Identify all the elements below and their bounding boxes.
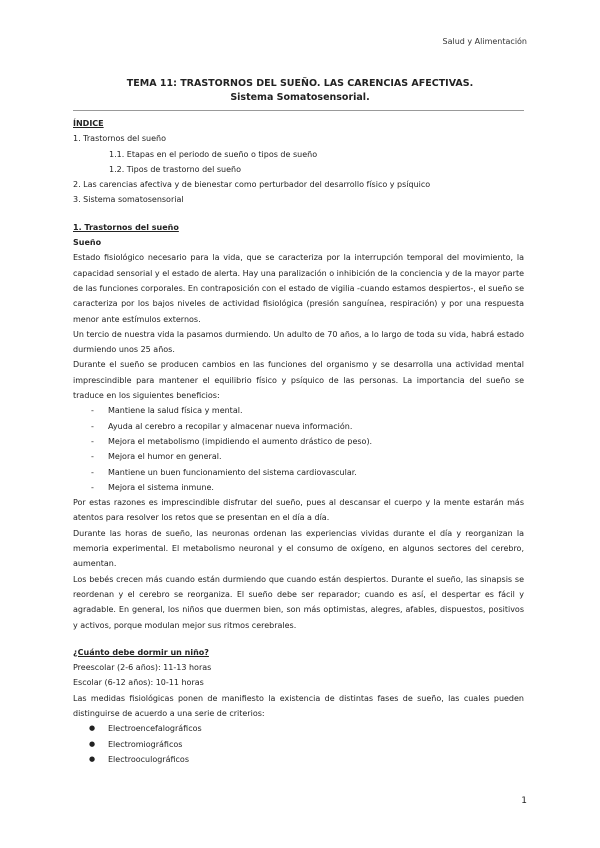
running-header: Salud y Alimentación	[442, 37, 527, 46]
paragraph: Por estas razones es imprescindible disfrutar del sueño, pues al descansar el cuerpo y la mente estarán más atentos para resolver los retos que se presentan en el día a día.	[73, 498, 524, 523]
paragraph: Escolar (6-12 años): 10-11 horas	[73, 678, 204, 688]
paragraph: Preescolar (2-6 años): 11-13 horas	[73, 663, 212, 673]
index-item: 1.2. Tipos de trastorno del sueño	[109, 164, 241, 174]
list-item: ● Electroencefalográficos	[73, 721, 524, 736]
index-item: 1. Trastornos del sueño	[73, 134, 166, 144]
title-line-2: Sistema Somatosensorial.	[230, 92, 370, 103]
subsection-heading: Sueño	[73, 238, 102, 248]
list-item: ● Electrooculográficos	[73, 752, 524, 767]
index-item: 1.1. Etapas en el periodo de sueño o tipos de sueño	[109, 149, 318, 159]
list-item: - Mantiene la salud física y mental.	[73, 403, 524, 418]
benefits-list	[73, 403, 524, 495]
criteria-list	[73, 721, 524, 767]
paragraph: Las medidas fisiológicas ponen de manifiesto la existencia de distintas fases de sueño, las cuales pueden distinguirse de acuerdo a una serie de criterios:	[73, 693, 524, 718]
page-number: 1	[521, 796, 527, 806]
section-heading: 1. Trastornos del sueño	[73, 222, 179, 232]
list-item: ● Electromiográficos	[73, 737, 524, 752]
list-item: - Mejora el metabolismo (impidiendo el aumento drástico de peso).	[73, 434, 524, 449]
index-heading: ÍNDICE	[73, 119, 104, 128]
paragraph: Durante el sueño se producen cambios en las funciones del organismo y se desarrolla una actividad mental imprescindible para mantener el equilibrio físico y psíquico de las personas. La importancia del sueño se traduce en los siguientes beneficios:	[73, 360, 524, 401]
paragraph: Estado fisiológico necesario para la vida, que se caracteriza por la interrupción temporal del movimiento, la capacidad sensorial y el estado de alerta. Hay una paralización o inhibición de la conciencia y de la mayor parte de las funciones corporales. En contraposición con el estado de vigilia -cuando estamos despiertos-, el sueño se caracteriza por los bajos niveles de actividad fisiológica (presión sanguínea, respiración) y por una respuesta menor ante estímulos externos.	[73, 253, 524, 324]
list-item: - Mejora el humor en general.	[73, 449, 524, 464]
section-heading: ¿Cuánto debe dormir un niño?	[73, 647, 209, 657]
paragraph: Durante las horas de sueño, las neuronas ordenan las experiencias vividas durante el día y reorganizan la memoria experimental. El metabolismo neuronal y el consumo de oxígeno, en algunos sectores del cerebro, aumentan.	[73, 528, 524, 569]
title-divider	[73, 110, 524, 111]
list-item: - Mantiene un buen funcionamiento del sistema cardiovascular.	[73, 465, 524, 480]
index-item: 2. Las carencias afectiva y de bienestar como perturbador del desarrollo físico y psíquico	[73, 180, 431, 190]
index-item: 3. Sistema somatosensorial	[73, 195, 184, 205]
title-line-1: TEMA 11: TRASTORNOS DEL SUEÑO. LAS CARENCIAS AFECTIVAS.	[126, 78, 474, 89]
list-item: - Ayuda al cerebro a recopilar y almacenar nueva información.	[73, 419, 524, 434]
paragraph: Un tercio de nuestra vida la pasamos durmiendo. Un adulto de 70 años, a lo largo de toda su vida, habrá estado durmiendo unos 25 años.	[73, 329, 524, 355]
paragraph: Los bebés crecen más cuando están durmiendo que cuando están despiertos. Durante el sueño, las sinapsis se reordenan y el cerebro se reorganiza. El sueño debe ser reparador; cuando es así, el despertar es fácil y agradable. En general, los niños que duermen bien, son más optimistas, alegres, afables, dispuestos, positivos y activos, porque modulan mejor sus ritmos cerebrales.	[73, 574, 524, 630]
list-item: - Mejora el sistema inmune.	[73, 480, 524, 495]
document-title	[0, 77, 600, 105]
document-body	[73, 116, 524, 767]
